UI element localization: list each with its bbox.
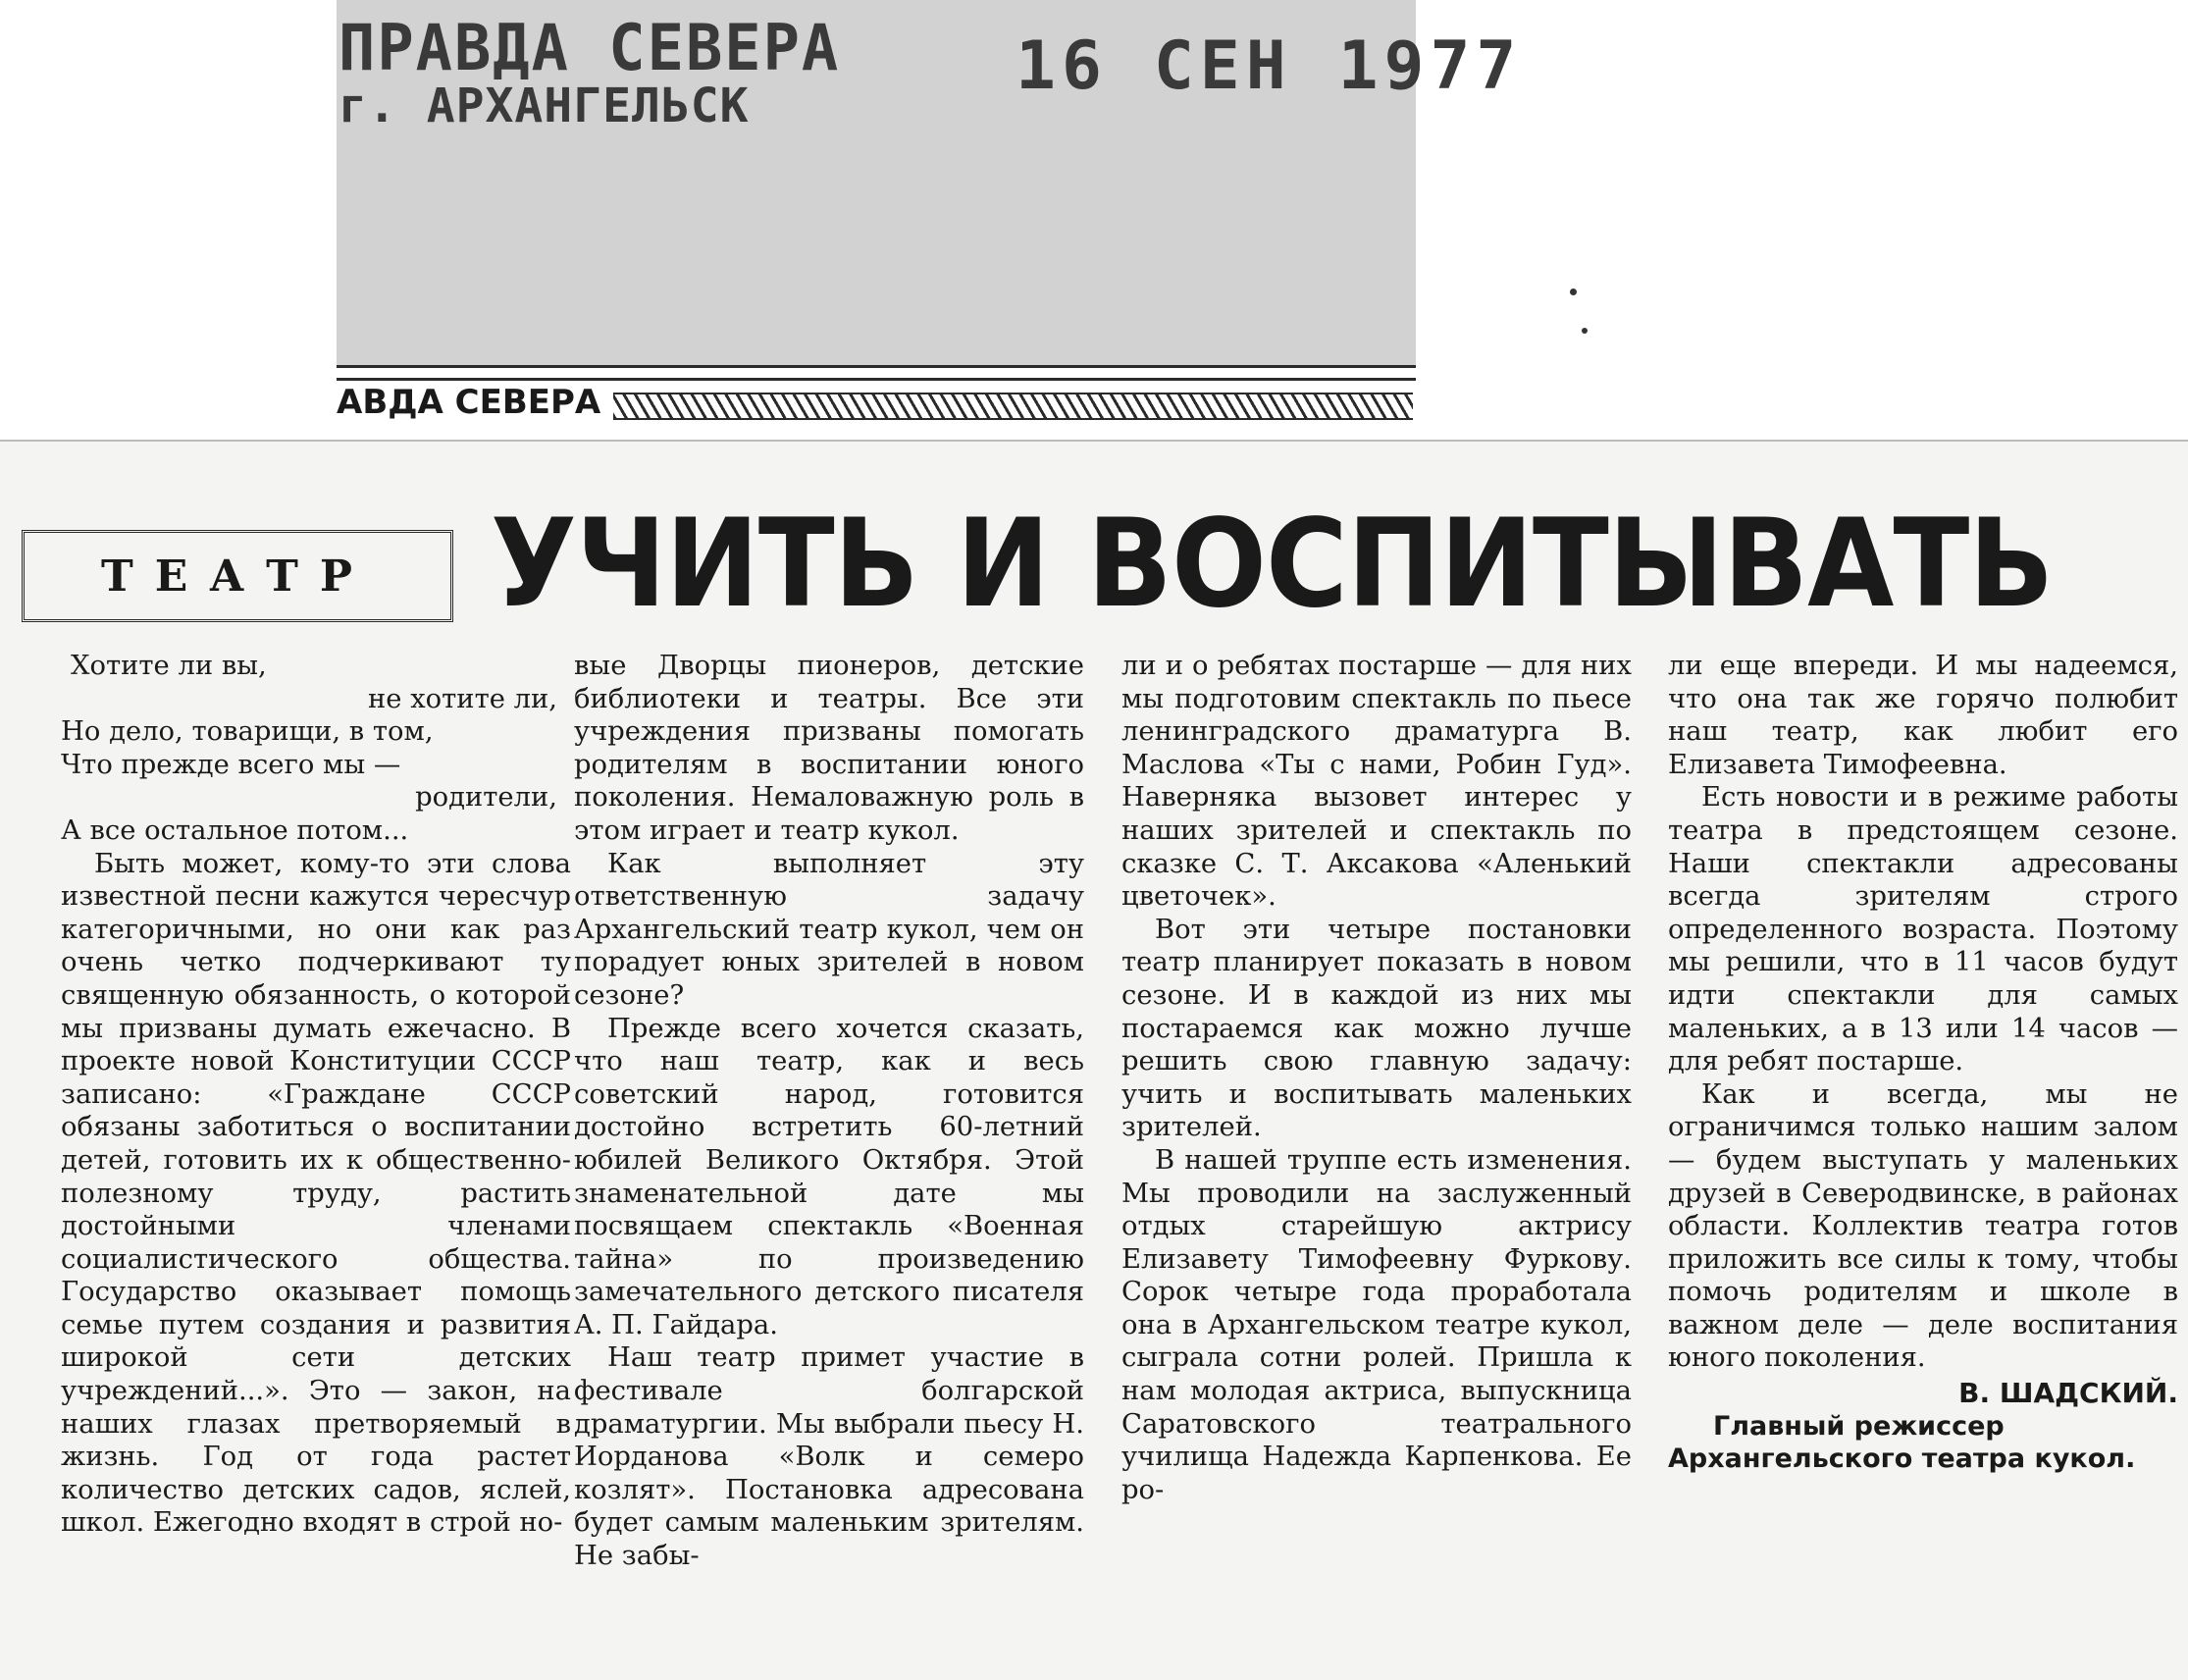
paragraph: Вот эти четыре постановки театр планирует показать в новом сезоне. И в каждой из них мы постараемся как можно лучше решить свою главную задачу: учить и воспитывать маленьких зрителей. — [1121, 914, 1632, 1143]
paragraph: вые Дворцы пионеров, детские библиотеки и театры. Все эти учреждения призваны помогать родителям в воспитании юного поколения. Немаловажную роль в этом играет и театр кукол. — [574, 651, 1084, 846]
article-headline: УЧИТЬ И ВОСПИТЫВАТЬ — [491, 494, 2054, 635]
article-column-2 — [574, 650, 1084, 1573]
author-position: Главный режиссер Архангельского театра кукол. — [1668, 1410, 2136, 1474]
newspaper-name: АВДА СЕВЕРА — [337, 383, 601, 422]
verse-line: не хотите ли, — [368, 683, 557, 714]
verse-line: Но дело, товарищи, в том, — [61, 716, 434, 748]
paragraph: Как и всегда, мы не ограничимся только нашим залом — будем выступать у маленьких друзей в Северодвинске, в районах области. Коллектив театра готов приложить все силы к тому, чтобы помочь родителям и школе в важном деле — деле воспитания юного поколения. — [1668, 1078, 2178, 1374]
stamp-date: 16 СЕН 1977 — [1016, 27, 1523, 105]
article-column-1 — [61, 650, 571, 1540]
paragraph: ли и о ребятах постарше — для них мы подготовим спектакль по пьесе ленинградского драматурга В. Маслова «Ты с нами, Робин Гуд». Наверняка вызовет интерес у наших зрителей и спектакль по сказке С. Т. Аксакова «Аленький цветочек». — [1121, 651, 1632, 913]
section-rubric: ТЕАТР — [22, 530, 453, 622]
stamp-paper-name: ПРАВДА СЕВЕРА — [339, 10, 841, 85]
paragraph: В нашей труппе есть изменения. Мы проводили на заслуженный отдых старейшую актрису Елизавету Тимофеевну Фуркову. Сорок четыре года проработала она в Архангельском театре кукол, сыграла сотни ролей. Пришла к нам молодая актриса, выпускница Саратовского театрального училища Надежда Карпенкова. Ее ро- — [1121, 1144, 1632, 1505]
ornament-band — [613, 393, 1413, 420]
paragraph: Наш театр примет участие в фестивале болгарской драматургии. Мы выбрали пьесу Н. Иорданова «Волк и семеро козлят». Постановка адресована будет самым маленьким зрителям. Не забы- — [574, 1342, 1084, 1572]
speck — [1570, 289, 1577, 295]
stamp-city: г. АРХАНГЕЛЬСК — [339, 79, 750, 133]
article-column-4 — [1668, 650, 2178, 1475]
epigraph-verse — [61, 650, 571, 848]
verse-line: Хотите ли вы, — [71, 651, 267, 681]
paragraph: Прежде всего хочется сказать, что наш театр, как и весь советский народ, готовится достойно встретить 60-летний юбилей Великого Октября. Этой знаменательной дате мы посвящаем спектакль «Военная тайна» по произведению замечательного детского писателя А. П. Гайдара. — [574, 1013, 1084, 1340]
archive-stamp — [339, 0, 1523, 157]
verse-line: родители, — [415, 782, 557, 814]
paragraph: Быть может, кому-то эти слова известной песни кажутся чересчур категоричными, но они как раз очень четко подчеркивают ту священную обязанность, о которой мы призваны думать ежечасно. В проекте новой Конституции СССР записано: «Граждане СССР обязаны заботиться о воспитании детей, готовить их к общественно-полезному труду, растить достойными членами социалистического общества. Государство оказывает помощь семье путем создания и развития широкой сети детских учреждений...». Это — закон, на наших глазах претворяемый в жизнь. Год от года растет количество детских садов, яслей, школ. Ежегодно входят в строй но- — [61, 848, 571, 1539]
verse-line: Что прежде всего мы — — [61, 749, 401, 780]
paragraph: Есть новости и в режиме работы театра в предстоящем сезоне. Наши спектакли адресованы всегда зрителям строго определенного возраста. Поэтому мы решили, что в 11 часов будут идти спектакли для самых маленьких, а в 13 или 14 часов — для ребят постарше. — [1668, 782, 2178, 1077]
header-rules — [337, 365, 1416, 381]
newspaper-header-band — [337, 365, 1416, 434]
paragraph: ли еще впереди. И мы надеемся, что она так же горячо полюбит наш театр, как любит его Елизавета Тимофеевна. — [1668, 651, 2178, 780]
verse-line: А все остальное потом... — [61, 814, 409, 846]
paragraph: Как выполняет эту ответственную задачу Архангельский театр кукол, чем он порадует юных зрителей в новом сезоне? — [574, 848, 1084, 1011]
article-column-3 — [1121, 650, 1632, 1506]
speck — [1582, 328, 1588, 334]
author-signature: В. ШАДСКИЙ. — [1958, 1377, 2178, 1410]
